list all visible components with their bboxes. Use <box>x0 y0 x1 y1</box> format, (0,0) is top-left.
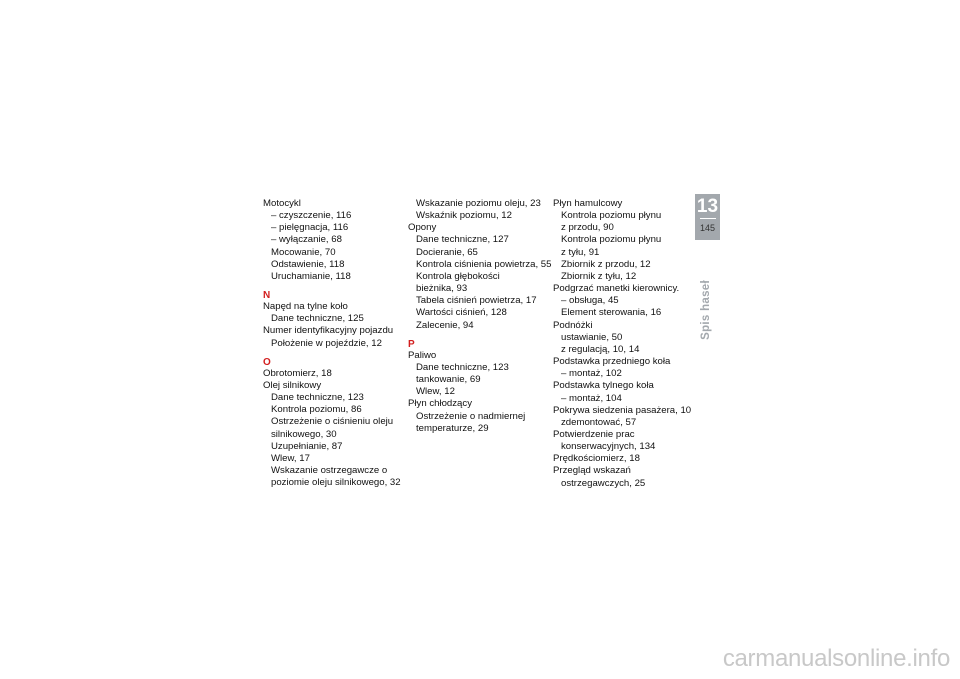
index-letter-heading: O <box>263 356 271 368</box>
index-subentry: z regulacją, 10, 14 <box>561 343 640 355</box>
index-subentry: Uruchamianie, 118 <box>271 270 351 282</box>
index-subentry: ustawianie, 50 <box>561 331 623 343</box>
index-subentry: temperaturze, 29 <box>416 422 489 434</box>
index-subentry: Wartości ciśnień, 128 <box>416 307 507 319</box>
index-entry: Przegląd wskazań <box>553 465 631 477</box>
index-subentry: Mocowanie, 70 <box>271 246 336 258</box>
index-subentry: Tabela ciśnień powietrza, 17 <box>416 295 537 307</box>
index-entry: Obrotomierz, 18 <box>263 367 332 379</box>
index-subentry: z tyłu, 91 <box>561 246 600 258</box>
index-subentry: – wyłączanie, 68 <box>271 234 342 246</box>
index-subentry: Zalecenie, 94 <box>416 319 474 331</box>
index-subentry: Wlew, 12 <box>416 386 455 398</box>
index-entry: Olej silnikowy <box>263 379 322 391</box>
index-subentry: Wskaźnik poziomu, 12 <box>416 210 512 222</box>
index-subentry: Element sterowania, 16 <box>561 307 662 319</box>
chapter-number: 13 <box>696 196 719 217</box>
index-entry: Opony <box>408 222 437 234</box>
index-subentry: Zbiornik z przodu, 12 <box>561 258 651 270</box>
index-subentry: Odstawienie, 118 <box>271 258 345 270</box>
index-subentry: ostrzegawczych, 25 <box>561 477 646 489</box>
index-entry: Napęd na tylne koło <box>263 301 348 313</box>
index-subentry: Dane techniczne, 123 <box>271 392 364 404</box>
index-subentry: Wskazanie poziomu oleju, 23 <box>416 198 541 209</box>
index-entry: Motocykl <box>263 198 301 209</box>
watermark: carmanualsonline.info <box>722 645 950 672</box>
index-entry: Pokrywa siedzenia pasażera, 10 <box>553 404 692 416</box>
index-subentry: Kontrola poziomu płynu <box>561 234 662 246</box>
index-entry: Płyn chłodzący <box>408 398 472 410</box>
index-subentry: Ostrzeżenie o nadmiernej <box>416 410 526 422</box>
index-subentry: poziomie oleju silnikowego, 32 <box>271 477 401 489</box>
index-entry: Płyn hamulcowy <box>553 198 623 209</box>
index-subentry: Dane techniczne, 125 <box>271 313 364 325</box>
index-entry: Podnóżki <box>553 319 593 331</box>
index-entry: Podstawka przedniego koła <box>553 356 671 368</box>
index-column-1 <box>263 198 403 489</box>
index-subentry: Kontrola ciśnienia powietrza, 55 <box>416 258 552 270</box>
index-subentry: bieżnika, 93 <box>416 283 468 295</box>
index-letter-heading: P <box>408 338 415 350</box>
index-entry: Paliwo <box>408 349 437 361</box>
index-subentry: z przodu, 90 <box>561 222 614 234</box>
index-subentry: Kontrola poziomu, 86 <box>271 404 362 416</box>
index-subentry: silnikowego, 30 <box>271 428 337 440</box>
index-entry: Podgrzać manetki kierownicy. <box>553 283 680 295</box>
index-subentry: – obsługa, 45 <box>561 295 619 307</box>
index-subentry: – montaż, 104 <box>561 392 622 404</box>
index-column-2 <box>408 198 550 435</box>
chapter-tab <box>695 194 720 240</box>
index-subentry: – pielęgnacja, 116 <box>271 222 349 234</box>
index-subentry: Położenie w pojeździe, 12 <box>271 337 382 349</box>
index-subentry: tankowanie, 69 <box>416 374 481 386</box>
index-subentry: Docieranie, 65 <box>416 246 478 258</box>
index-entry: Numer identyfikacyjny pojazdu <box>263 325 394 337</box>
index-entry: Podstawka tylnego koła <box>553 380 654 392</box>
index-subentry: zdemontować, 57 <box>561 416 637 428</box>
index-subentry: Uzupełnianie, 87 <box>271 440 343 452</box>
index-column-3 <box>553 198 693 490</box>
index-subentry: – czyszczenie, 116 <box>271 210 352 222</box>
index-subentry: Dane techniczne, 123 <box>416 361 509 373</box>
index-entry: Potwierdzenie prac <box>553 428 635 440</box>
index-subentry: konserwacyjnych, 134 <box>561 441 656 453</box>
index-letter-heading: N <box>263 290 271 302</box>
index-subentry: Dane techniczne, 127 <box>416 234 509 246</box>
index-entry: Prędkościomierz, 18 <box>553 453 640 465</box>
chapter-title: Spis haseł <box>700 280 712 340</box>
index-subentry: Wlew, 17 <box>271 452 310 464</box>
index-subentry: Ostrzeżenie o ciśnieniu oleju <box>271 416 394 428</box>
index-subentry: Wskazanie ostrzegawcze o <box>271 464 388 476</box>
index-subentry: – montaż, 102 <box>561 368 622 380</box>
page-number: 145 <box>699 223 716 233</box>
index-subentry: Kontrola poziomu płynu <box>561 210 662 222</box>
index-subentry: Kontrola głębokości <box>416 270 500 282</box>
index-subentry: Zbiornik z tyłu, 12 <box>561 270 637 282</box>
